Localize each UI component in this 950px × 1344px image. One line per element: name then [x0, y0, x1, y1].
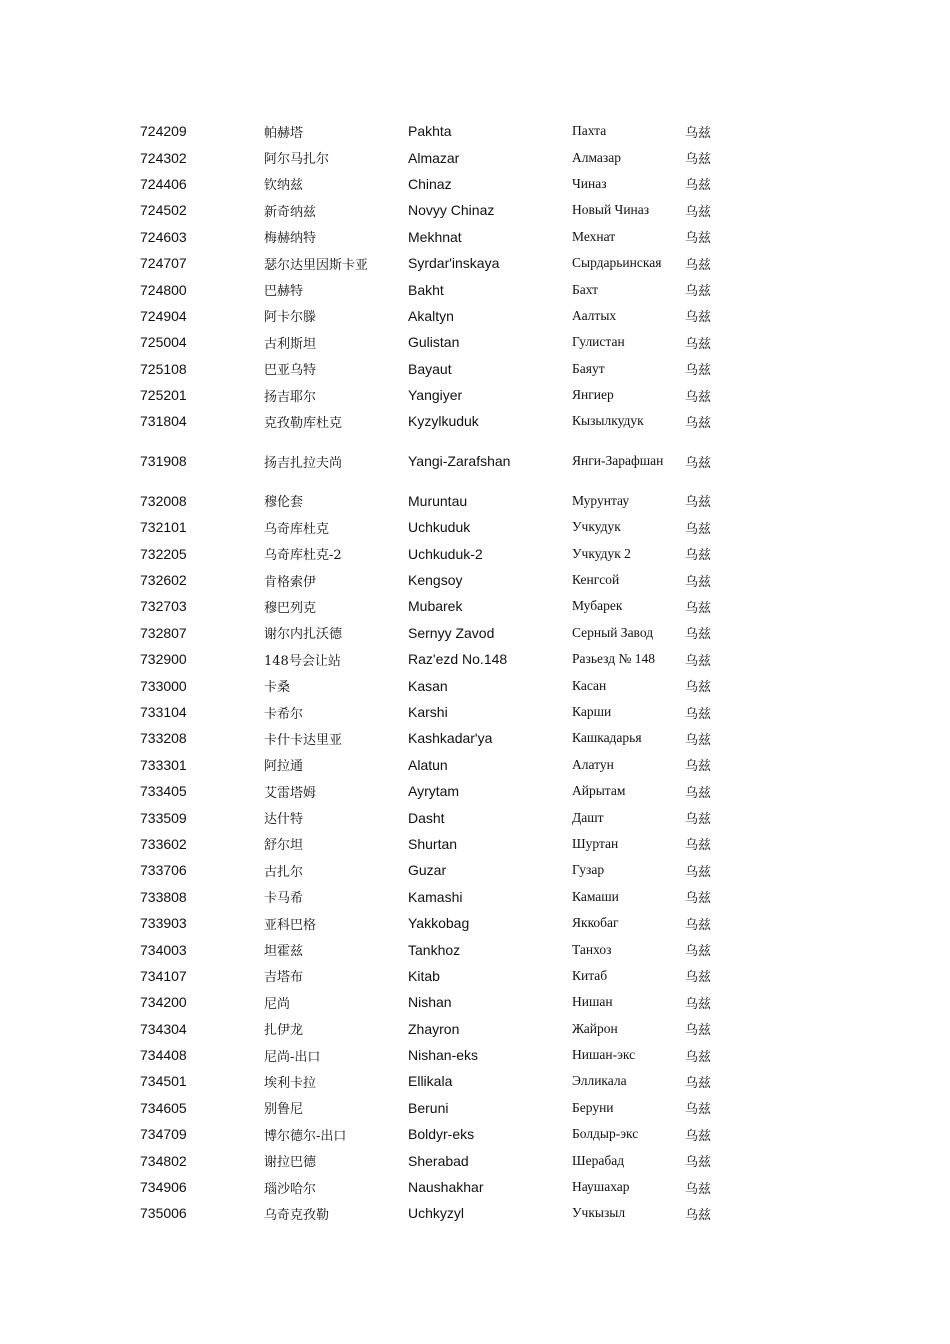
- station-country: 乌兹: [685, 891, 712, 907]
- station-name-russian: Дашт: [572, 809, 604, 825]
- table-row: [140, 276, 740, 302]
- station-name-chinese: 阿拉通: [264, 759, 304, 775]
- station-country: 乌兹: [685, 1102, 712, 1118]
- station-name-russian: Гулистан: [572, 334, 625, 350]
- station-name-russian: Чиназ: [572, 175, 607, 191]
- station-name-latin: Raz'ezd No.148: [408, 651, 508, 668]
- station-name-latin: Bayaut: [408, 360, 452, 377]
- station-code: 732703: [140, 598, 187, 615]
- station-code: 725004: [140, 334, 187, 351]
- station-country: 乌兹: [685, 1128, 712, 1144]
- station-code: 724800: [140, 281, 187, 298]
- table-row: [140, 1174, 740, 1200]
- station-country: 乌兹: [685, 125, 712, 141]
- station-code: 734605: [140, 1099, 187, 1116]
- table-row: [140, 514, 740, 540]
- station-name-latin: Muruntau: [408, 492, 468, 509]
- station-name-russian: Нишан-экс: [572, 1047, 636, 1063]
- station-name-russian: Сырдарьинская: [572, 255, 662, 271]
- station-name-russian: Разьезд № 148: [572, 651, 655, 667]
- station-name-latin: Karshi: [408, 704, 448, 720]
- station-code: 732205: [140, 545, 187, 562]
- station-name-russian: Серный Завод: [572, 624, 654, 640]
- table-row: [140, 171, 740, 197]
- station-name-latin: Boldyr-eks: [408, 1126, 475, 1143]
- station-name-russian: Бахт: [572, 281, 599, 297]
- station-name-chinese: 帕赫塔: [264, 125, 304, 141]
- table-row: [140, 699, 740, 725]
- station-name-latin: Kamashi: [408, 888, 463, 905]
- station-name-russian: Учкызыл: [572, 1205, 626, 1221]
- table-row: [140, 725, 740, 751]
- station-name-russian: Шуртан: [572, 835, 619, 851]
- station-name-chinese: 亚科巴格: [264, 917, 317, 933]
- station-code: 733706: [140, 862, 187, 879]
- station-code: 724707: [140, 255, 187, 272]
- table-row: [140, 408, 740, 434]
- station-code: 733301: [140, 756, 187, 773]
- station-name-latin: Ellikala: [408, 1073, 453, 1090]
- station-name-latin: Kyzylkuduk: [408, 413, 479, 430]
- station-name-latin: Uchkuduk-2: [408, 545, 483, 562]
- station-name-latin: Mekhnat: [408, 228, 462, 245]
- station-name-russian: Кенгсой: [572, 572, 620, 588]
- station-name-russian: Учкудук: [572, 519, 621, 535]
- station-name-russian: Китаб: [572, 967, 608, 983]
- station-country: 乌兹: [685, 455, 712, 471]
- station-name-chinese: 瑙沙哈尔: [264, 1181, 317, 1197]
- station-name-russian: Янгиер: [572, 387, 614, 403]
- station-country: 乌兹: [685, 310, 712, 326]
- station-code: 733000: [140, 677, 187, 694]
- station-name-latin: Dasht: [408, 809, 445, 826]
- table-row: [140, 593, 740, 619]
- station-country: 乌兹: [685, 732, 712, 748]
- station-code: 733208: [140, 730, 187, 747]
- station-name-latin: Guzar: [408, 862, 447, 879]
- table-row: [140, 620, 740, 646]
- station-code: 724302: [140, 149, 187, 166]
- station-name-chinese: 博尔德尔-出口: [264, 1128, 347, 1144]
- station-country: 乌兹: [685, 600, 712, 616]
- station-name-chinese: 扎伊龙: [264, 1023, 304, 1039]
- station-name-latin: Yangiyer: [408, 387, 463, 404]
- station-name-russian: Карши: [572, 704, 612, 719]
- station-code: 733104: [140, 704, 187, 720]
- station-country: 乌兹: [685, 812, 712, 828]
- station-name-chinese: 古利斯坦: [264, 336, 317, 352]
- station-code: 734304: [140, 1020, 187, 1037]
- table-row: [140, 778, 740, 804]
- station-country: 乌兹: [685, 706, 712, 722]
- station-name-russian: Новый Чиназ: [572, 202, 650, 218]
- station-name-latin: Kengsoy: [408, 572, 463, 589]
- station-country: 乌兹: [685, 653, 712, 669]
- table-row: [140, 884, 740, 910]
- station-name-latin: Alatun: [408, 756, 448, 773]
- station-name-latin: Almazar: [408, 149, 460, 166]
- station-code: 733405: [140, 783, 187, 800]
- station-country: 乌兹: [685, 415, 712, 431]
- station-name-latin: Ayrytam: [408, 783, 460, 800]
- station-name-russian: Кашкадарья: [572, 730, 642, 746]
- station-code: 724502: [140, 202, 187, 219]
- station-code: 733509: [140, 809, 187, 826]
- station-table-body: [140, 118, 740, 1227]
- station-code: 732807: [140, 624, 187, 641]
- station-country: 乌兹: [685, 838, 712, 854]
- table-row: [140, 752, 740, 778]
- station-name-chinese: 钦纳兹: [264, 178, 304, 194]
- station-name-chinese: 古扎尔: [264, 864, 304, 880]
- station-country: 乌兹: [685, 1207, 712, 1223]
- station-name-russian: Гузар: [572, 862, 605, 878]
- station-country: 乌兹: [685, 152, 712, 168]
- station-name-chinese: 扬吉扎拉夫尚: [264, 455, 343, 471]
- station-name-chinese: 卡希尔: [264, 706, 304, 722]
- station-name-chinese: 艾雷塔姆: [264, 785, 317, 801]
- station-name-chinese: 尼尚: [264, 996, 291, 1012]
- station-country: 乌兹: [685, 785, 712, 801]
- station-code: 725201: [140, 387, 187, 404]
- station-name-latin: Mubarek: [408, 598, 463, 615]
- station-name-chinese: 别鲁尼: [264, 1102, 304, 1118]
- table-row: [140, 1147, 740, 1173]
- station-name-russian: Баяут: [572, 360, 605, 376]
- station-code: 733808: [140, 888, 187, 905]
- table-row: [140, 567, 740, 593]
- station-code: 724406: [140, 175, 187, 192]
- station-country: 乌兹: [685, 944, 712, 960]
- station-name-russian: Учкудук 2: [572, 545, 631, 561]
- station-country: 乌兹: [685, 336, 712, 352]
- station-code: 733903: [140, 915, 187, 932]
- station-name-latin: Syrdar'inskaya: [408, 255, 500, 272]
- station-code: 734003: [140, 941, 187, 958]
- station-table: [140, 118, 740, 1227]
- station-country: 乌兹: [685, 548, 712, 564]
- station-name-chinese: 穆巴列克: [264, 600, 317, 616]
- table-row: [140, 540, 740, 566]
- station-name-latin: Bakht: [408, 281, 444, 298]
- station-name-russian: Танхоз: [572, 941, 612, 957]
- station-name-russian: Касан: [572, 677, 607, 693]
- station-name-russian: Шерабад: [572, 1152, 625, 1168]
- table-row: [140, 910, 740, 936]
- table-row: [140, 672, 740, 698]
- station-name-chinese: 穆伦套: [264, 495, 304, 511]
- table-row: [140, 224, 740, 250]
- table-row: [140, 356, 740, 382]
- station-name-russian: Кызылкудук: [572, 413, 644, 429]
- station-country: 乌兹: [685, 1155, 712, 1171]
- table-row: [140, 488, 740, 514]
- station-name-chinese: 卡马希: [264, 891, 304, 907]
- station-name-russian: Янги-Зарафшан: [572, 453, 664, 469]
- table-row: [140, 1016, 740, 1042]
- station-name-russian: Камаши: [572, 888, 619, 904]
- station-name-chinese: 坦霍兹: [264, 944, 304, 960]
- station-name-latin: Kashkadar'ya: [408, 730, 493, 747]
- station-name-latin: Beruni: [408, 1099, 449, 1116]
- station-name-russian: Алатун: [572, 756, 614, 772]
- table-row: [140, 989, 740, 1015]
- station-name-chinese: 乌奇库杜克-2: [264, 548, 342, 564]
- station-name-latin: Nishan-eks: [408, 1047, 479, 1064]
- station-country: 乌兹: [685, 495, 712, 511]
- table-row: [140, 963, 740, 989]
- table-row: [140, 1095, 740, 1121]
- table-row: [140, 250, 740, 276]
- station-code: 724603: [140, 228, 187, 245]
- station-name-chinese: 扬吉耶尔: [264, 389, 317, 405]
- station-name-russian: Мурунтау: [572, 492, 630, 508]
- station-name-latin: Sernyy Zavod: [408, 624, 495, 641]
- station-name-latin: Zhayron: [408, 1020, 460, 1037]
- station-name-chinese: 新奇纳兹: [264, 204, 317, 220]
- station-name-chinese: 吉塔布: [264, 970, 304, 986]
- station-name-russian: Болдыр-экс: [572, 1126, 639, 1142]
- station-code: 734408: [140, 1047, 187, 1064]
- station-name-chinese: 谢尔内扎沃德: [264, 627, 343, 643]
- station-name-chinese: 阿尔马扎尔: [264, 152, 330, 168]
- station-name-chinese: 乌奇库杜克: [264, 521, 330, 537]
- station-name-latin: Kitab: [408, 967, 440, 984]
- station-country: 乌兹: [685, 627, 712, 643]
- station-code: 732101: [140, 519, 187, 536]
- station-country: 乌兹: [685, 521, 712, 537]
- station-country: 乌兹: [685, 284, 712, 300]
- station-name-latin: Chinaz: [408, 175, 452, 192]
- table-row: [140, 831, 740, 857]
- station-name-russian: Беруни: [572, 1099, 614, 1115]
- station-code: 734802: [140, 1152, 187, 1169]
- table-row: [140, 1200, 740, 1226]
- station-name-chinese: 瑟尔达里因斯卡亚: [264, 257, 369, 273]
- station-name-russian: Элликала: [572, 1073, 627, 1089]
- station-country: 乌兹: [685, 1181, 712, 1197]
- station-country: 乌兹: [685, 574, 712, 590]
- station-name-chinese: 乌奇克孜勒: [264, 1207, 330, 1223]
- table-row: [140, 197, 740, 223]
- table-row: [140, 646, 740, 672]
- table-row: [140, 857, 740, 883]
- table-row: [140, 118, 740, 144]
- station-name-latin: Naushakhar: [408, 1179, 484, 1196]
- station-code: 735006: [140, 1205, 187, 1222]
- station-country: 乌兹: [685, 1075, 712, 1091]
- station-name-latin: Sherabad: [408, 1152, 469, 1169]
- station-name-chinese: 卡桑: [264, 680, 291, 696]
- station-name-latin: Kasan: [408, 677, 448, 694]
- table-row: [140, 1068, 740, 1094]
- station-country: 乌兹: [685, 1049, 712, 1065]
- station-country: 乌兹: [685, 864, 712, 880]
- station-name-latin: Tankhoz: [408, 941, 461, 958]
- table-row: [140, 1121, 740, 1147]
- station-name-chinese: 巴亚乌特: [264, 363, 317, 379]
- station-name-chinese: 梅赫纳特: [264, 231, 317, 247]
- station-country: 乌兹: [685, 389, 712, 405]
- table-row: [140, 804, 740, 830]
- station-country: 乌兹: [685, 204, 712, 220]
- station-name-russian: Нишан: [572, 994, 613, 1010]
- station-code: 733602: [140, 835, 187, 852]
- station-name-latin: Uchkuduk: [408, 519, 471, 536]
- station-name-russian: Алмазар: [572, 149, 622, 165]
- station-country: 乌兹: [685, 257, 712, 273]
- table-row: [140, 435, 740, 488]
- station-code: 731908: [140, 453, 187, 470]
- station-name-latin: Nishan: [408, 994, 452, 1011]
- station-code: 724209: [140, 123, 187, 140]
- station-country: 乌兹: [685, 970, 712, 986]
- station-name-chinese: 148号会让站: [264, 653, 341, 669]
- station-name-latin: Shurtan: [408, 835, 458, 852]
- station-name-chinese: 卡什卡达里亚: [264, 732, 343, 748]
- station-name-chinese: 埃利卡拉: [264, 1075, 317, 1091]
- station-name-chinese: 尼尚-出口: [264, 1049, 321, 1065]
- station-name-latin: Yangi-Zarafshan: [408, 453, 511, 470]
- station-name-russian: Наушахар: [572, 1179, 630, 1195]
- table-row: [140, 382, 740, 408]
- station-country: 乌兹: [685, 363, 712, 379]
- station-name-russian: Айрытам: [572, 783, 626, 799]
- station-code: 734200: [140, 994, 187, 1011]
- station-code: 734107: [140, 967, 187, 984]
- station-name-chinese: 达什特: [264, 812, 304, 828]
- station-name-chinese: 克孜勒库杜克: [264, 415, 343, 431]
- station-country: 乌兹: [685, 680, 712, 696]
- station-country: 乌兹: [685, 917, 712, 933]
- station-name-latin: Uchkyzyl: [408, 1205, 465, 1222]
- table-row: [140, 144, 740, 170]
- station-name-russian: Мубарек: [572, 598, 623, 614]
- station-name-latin: Pakhta: [408, 123, 452, 140]
- station-name-russian: Жайрон: [572, 1020, 618, 1036]
- station-name-russian: Мехнат: [572, 228, 616, 244]
- station-name-latin: Novyy Chinaz: [408, 202, 495, 219]
- station-country: 乌兹: [685, 759, 712, 775]
- station-name-latin: Yakkobag: [408, 915, 470, 932]
- station-code: 732008: [140, 492, 187, 509]
- station-code: 732602: [140, 572, 187, 589]
- station-code: 724904: [140, 307, 187, 324]
- table-row: [140, 329, 740, 355]
- station-name-chinese: 阿卡尔滕: [264, 310, 317, 326]
- station-country: 乌兹: [685, 178, 712, 194]
- station-name-chinese: 舒尔坦: [264, 838, 304, 854]
- station-name-chinese: 肯格索伊: [264, 574, 317, 590]
- station-code: 734709: [140, 1126, 187, 1143]
- station-code: 731804: [140, 413, 187, 430]
- station-name-chinese: 谢拉巴德: [264, 1155, 317, 1171]
- station-name-russian: Аалтых: [572, 307, 617, 323]
- station-name-russian: Яккобаг: [572, 915, 619, 931]
- station-name-chinese: 巴赫特: [264, 284, 304, 300]
- station-code: 734501: [140, 1073, 187, 1090]
- station-code: 725108: [140, 360, 187, 377]
- station-name-russian: Пахта: [572, 123, 607, 139]
- station-name-latin: Gulistan: [408, 334, 460, 351]
- station-country: 乌兹: [685, 996, 712, 1012]
- station-name-latin: Akaltyn: [408, 307, 454, 324]
- table-row: [140, 303, 740, 329]
- station-code: 734906: [140, 1179, 187, 1196]
- table-row: [140, 1042, 740, 1068]
- table-row: [140, 936, 740, 962]
- station-country: 乌兹: [685, 1023, 712, 1039]
- station-country: 乌兹: [685, 231, 712, 247]
- station-code: 732900: [140, 651, 187, 668]
